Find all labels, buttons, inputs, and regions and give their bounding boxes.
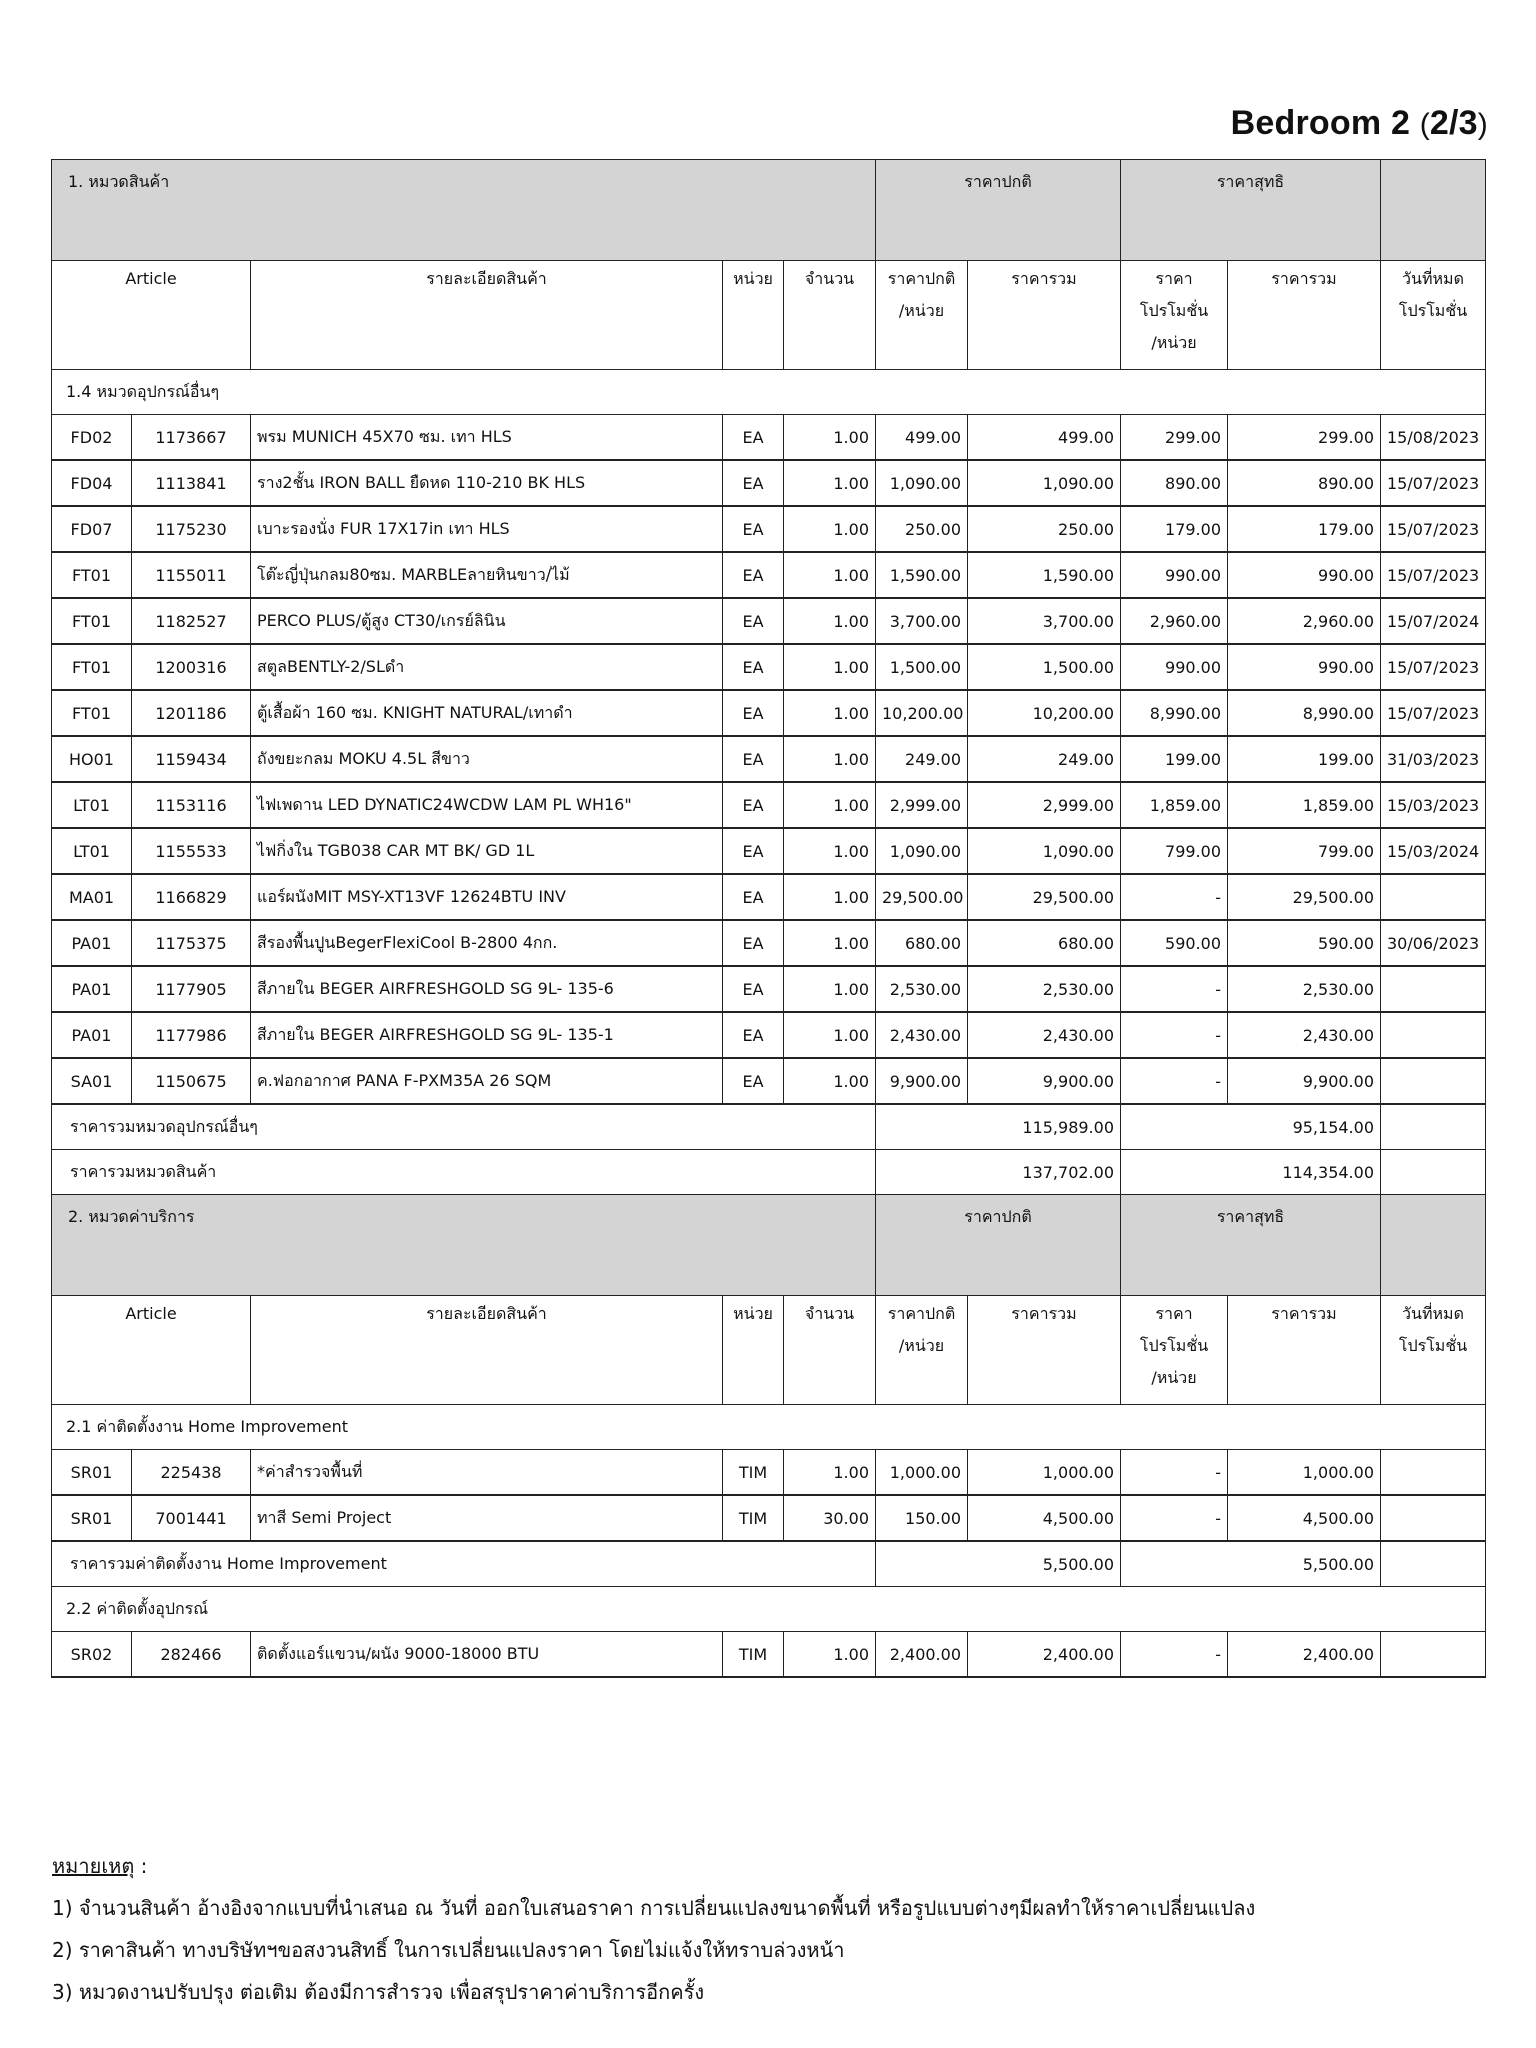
subtotal-row [52, 1104, 1486, 1150]
subsection-title: 2.1 ค่าติดตั้งงาน Home Improvement [52, 1405, 1486, 1450]
section-total-label: ราคารวมหมวดสินค้า [52, 1150, 876, 1195]
item-net-total: 29,500.00 [1228, 874, 1381, 920]
item-description: ตู้เสื้อผ้า 160 ซม. KNIGHT NATURAL/เทาดำ [251, 690, 723, 736]
item-promo-end [1381, 874, 1486, 920]
item-sku: 1177905 [132, 966, 251, 1012]
item-description: สีภายใน BEGER AIRFRESHGOLD SG 9L- 135-6 [251, 966, 723, 1012]
item-code: PA01 [52, 966, 132, 1012]
item-net-total: 1,859.00 [1228, 782, 1381, 828]
item-unit-price: 2,400.00 [876, 1632, 968, 1678]
item-total: 10,200.00 [968, 690, 1121, 736]
item-total: 29,500.00 [968, 874, 1121, 920]
subtotal-label: ราคารวมหมวดอุปกรณ์อื่นๆ [52, 1104, 876, 1150]
section-title: 1. หมวดสินค้า [52, 160, 876, 261]
item-promo-end: 15/07/2023 [1381, 460, 1486, 506]
subtotal-label: ราคารวมค่าติดตั้งงาน Home Improvement [52, 1541, 876, 1587]
section-header-row [52, 160, 1486, 261]
col-description: รายละเอียดสินค้า [251, 1296, 723, 1405]
item-code: FD07 [52, 506, 132, 552]
item-promo-price: 890.00 [1121, 460, 1228, 506]
item-sku: 1159434 [132, 736, 251, 782]
item-unit: EA [723, 460, 784, 506]
item-promo-end [1381, 1632, 1486, 1678]
item-net-total: 2,960.00 [1228, 598, 1381, 644]
item-total: 2,999.00 [968, 782, 1121, 828]
item-total: 1,090.00 [968, 460, 1121, 506]
item-promo-end: 15/07/2023 [1381, 644, 1486, 690]
item-promo-end: 15/07/2024 [1381, 598, 1486, 644]
item-description: *ค่าสำรวจพื้นที่ [251, 1450, 723, 1496]
item-net-total: 890.00 [1228, 460, 1381, 506]
section-total-empty [1381, 1150, 1486, 1195]
item-net-total: 4,500.00 [1228, 1495, 1381, 1541]
col-total: ราคารวม [968, 261, 1121, 370]
subsection-row [52, 1587, 1486, 1632]
item-total: 3,700.00 [968, 598, 1121, 644]
subtotal-net: 95,154.00 [1121, 1104, 1381, 1150]
col-unit: หน่วย [723, 1296, 784, 1405]
table-row [52, 598, 1486, 644]
col-article: Article [52, 261, 251, 370]
item-net-total: 179.00 [1228, 506, 1381, 552]
section-total-row [52, 1150, 1486, 1195]
item-total: 1,500.00 [968, 644, 1121, 690]
col-total: ราคารวม [968, 1296, 1121, 1405]
table-row [52, 1058, 1486, 1104]
item-total: 1,590.00 [968, 552, 1121, 598]
item-sku: 1177986 [132, 1012, 251, 1058]
notes-heading [52, 1845, 1255, 1887]
item-quantity: 1.00 [784, 1450, 876, 1496]
section-title: 2. หมวดค่าบริการ [52, 1195, 876, 1296]
item-unit-price: 2,999.00 [876, 782, 968, 828]
item-net-total: 1,000.00 [1228, 1450, 1381, 1496]
item-description: ทาสี Semi Project [251, 1495, 723, 1541]
item-unit: EA [723, 874, 784, 920]
item-code: FT01 [52, 690, 132, 736]
note-line: 1) จำนวนสินค้า อ้างอิงจากแบบที่นำเสนอ ณ วันที่ ออกใบเสนอราคา การเปลี่ยนแปลงขนาดพื้นที่ หรือรูปแบบต่างๆมีผลทำให้ราคาเปลี่ยนแปลง [52, 1896, 1256, 1920]
group-net-price: ราคาสุทธิ [1121, 160, 1381, 261]
item-code: FD04 [52, 460, 132, 506]
item-quantity: 1.00 [784, 506, 876, 552]
item-description: ค.ฟอกอากาศ PANA F-PXM35A 26 SQM [251, 1058, 723, 1104]
item-net-total: 2,530.00 [1228, 966, 1381, 1012]
item-promo-price: 990.00 [1121, 644, 1228, 690]
item-sku: 225438 [132, 1450, 251, 1496]
item-quantity: 1.00 [784, 736, 876, 782]
page-title [1231, 104, 1488, 143]
item-code: PA01 [52, 920, 132, 966]
header-line: โปรโมชั่น [1398, 1336, 1468, 1355]
item-sku: 1175230 [132, 506, 251, 552]
header-line: /หน่วย [898, 1336, 945, 1355]
column-header-row [52, 261, 1486, 370]
item-sku: 1155011 [132, 552, 251, 598]
item-promo-price: - [1121, 1495, 1228, 1541]
item-total: 2,430.00 [968, 1012, 1121, 1058]
item-quantity: 1.00 [784, 828, 876, 874]
item-unit-price: 250.00 [876, 506, 968, 552]
table-row [52, 460, 1486, 506]
item-description: สีภายใน BEGER AIRFRESHGOLD SG 9L- 135-1 [251, 1012, 723, 1058]
item-promo-price: - [1121, 966, 1228, 1012]
col-promo-end [1381, 1296, 1486, 1405]
item-unit-price: 29,500.00 [876, 874, 968, 920]
item-code: FD02 [52, 415, 132, 461]
item-description: เบาะรองนั่ง FUR 17X17in เทา HLS [251, 506, 723, 552]
item-net-total: 199.00 [1228, 736, 1381, 782]
subtotal-regular: 5,500.00 [876, 1541, 1121, 1587]
item-quantity: 1.00 [784, 966, 876, 1012]
item-promo-end: 15/07/2023 [1381, 690, 1486, 736]
item-quantity: 1.00 [784, 1632, 876, 1678]
col-unit: หน่วย [723, 261, 784, 370]
item-quantity: 1.00 [784, 1012, 876, 1058]
item-promo-price: 590.00 [1121, 920, 1228, 966]
item-promo-end: 15/07/2023 [1381, 552, 1486, 598]
subsection-row [52, 370, 1486, 415]
col-quantity: จำนวน [784, 1296, 876, 1405]
item-promo-price: 8,990.00 [1121, 690, 1228, 736]
item-unit: EA [723, 690, 784, 736]
column-header-row [52, 1296, 1486, 1405]
notes [52, 1845, 1255, 2013]
item-code: SR01 [52, 1450, 132, 1496]
table-row [52, 1012, 1486, 1058]
subtotal-empty [1381, 1541, 1486, 1587]
header-line: วันที่หมด [1402, 1304, 1464, 1323]
subtotal-net: 5,500.00 [1121, 1541, 1381, 1587]
item-net-total: 590.00 [1228, 920, 1381, 966]
section-total-net: 114,354.00 [1121, 1150, 1381, 1195]
item-promo-price: - [1121, 874, 1228, 920]
item-promo-price: - [1121, 1450, 1228, 1496]
col-promo-price [1121, 261, 1228, 370]
header-line: โปรโมชั่น [1139, 301, 1209, 320]
item-code: FT01 [52, 598, 132, 644]
item-net-total: 990.00 [1228, 644, 1381, 690]
item-sku: 1200316 [132, 644, 251, 690]
item-description: ราง2ชั้น IRON BALL ยืดหด 110-210 BK HLS [251, 460, 723, 506]
item-unit: EA [723, 506, 784, 552]
section-total-regular: 137,702.00 [876, 1150, 1121, 1195]
col-unit-price [876, 1296, 968, 1405]
header-line: วันที่หมด [1402, 269, 1464, 288]
item-promo-end: 15/03/2023 [1381, 782, 1486, 828]
item-quantity: 1.00 [784, 460, 876, 506]
item-promo-price: 2,960.00 [1121, 598, 1228, 644]
item-code: SR02 [52, 1632, 132, 1678]
item-net-total: 799.00 [1228, 828, 1381, 874]
item-unit: EA [723, 736, 784, 782]
item-sku: 1150675 [132, 1058, 251, 1104]
item-unit-price: 10,200.00 [876, 690, 968, 736]
item-total: 1,090.00 [968, 828, 1121, 874]
item-promo-price: 1,859.00 [1121, 782, 1228, 828]
col-promo-price [1121, 1296, 1228, 1405]
item-unit: EA [723, 920, 784, 966]
item-unit-price: 1,090.00 [876, 460, 968, 506]
header-line: ราคาปกติ [887, 1304, 956, 1323]
table-row [52, 690, 1486, 736]
item-sku: 7001441 [132, 1495, 251, 1541]
item-quantity: 1.00 [784, 644, 876, 690]
item-description: แอร์ผนังMIT MSY-XT13VF 12624BTU INV [251, 874, 723, 920]
item-unit-price: 1,000.00 [876, 1450, 968, 1496]
subtotal-empty [1381, 1104, 1486, 1150]
item-quantity: 1.00 [784, 598, 876, 644]
item-unit: TIM [723, 1450, 784, 1496]
table-row [52, 966, 1486, 1012]
item-quantity: 1.00 [784, 415, 876, 461]
table-row [52, 782, 1486, 828]
item-promo-price: - [1121, 1012, 1228, 1058]
item-unit: EA [723, 1012, 784, 1058]
item-quantity: 1.00 [784, 874, 876, 920]
item-description: PERCO PLUS/ตู้สูง CT30/เกรย์ลินิน [251, 598, 723, 644]
item-description: โต๊ะญี่ปุ่นกลม80ซม. MARBLEลายหินขาว/ไม้ [251, 552, 723, 598]
header-line: /หน่วย [1151, 1368, 1197, 1387]
item-description: ไฟกิ่งใน TGB038 CAR MT BK/ GD 1L [251, 828, 723, 874]
item-promo-end [1381, 1012, 1486, 1058]
item-promo-price: 199.00 [1121, 736, 1228, 782]
col-description: รายละเอียดสินค้า [251, 261, 723, 370]
header-line: โปรโมชั่น [1139, 1336, 1209, 1355]
item-promo-price: 799.00 [1121, 828, 1228, 874]
item-unit-price: 150.00 [876, 1495, 968, 1541]
group-net-price: ราคาสุทธิ [1121, 1195, 1381, 1296]
notes-colon: : [134, 1854, 148, 1878]
item-sku: 1175375 [132, 920, 251, 966]
item-net-total: 2,400.00 [1228, 1632, 1381, 1678]
item-unit-price: 9,900.00 [876, 1058, 968, 1104]
col-quantity: จำนวน [784, 261, 876, 370]
notes-title: หมายเหตุ [52, 1854, 135, 1878]
item-promo-end: 31/03/2023 [1381, 736, 1486, 782]
item-total: 2,400.00 [968, 1632, 1121, 1678]
item-total: 680.00 [968, 920, 1121, 966]
item-promo-end [1381, 966, 1486, 1012]
item-total: 2,530.00 [968, 966, 1121, 1012]
note-line: 2) ราคาสินค้า ทางบริษัทฯขอสงวนสิทธิ์ ในการเปลี่ยนแปลงราคา โดยไม่แจ้งให้ทราบล่วงหน้า [52, 1938, 845, 1962]
item-promo-end [1381, 1450, 1486, 1496]
item-code: LT01 [52, 782, 132, 828]
item-net-total: 299.00 [1228, 415, 1381, 461]
group-empty [1381, 1195, 1486, 1296]
col-unit-price [876, 261, 968, 370]
item-code: PA01 [52, 1012, 132, 1058]
item-code: SA01 [52, 1058, 132, 1104]
page-title-paren-close: ) [1477, 108, 1488, 141]
item-code: HO01 [52, 736, 132, 782]
subsection-title: 1.4 หมวดอุปกรณ์อื่นๆ [52, 370, 1486, 415]
table-row [52, 415, 1486, 461]
note-line: 3) หมวดงานปรับปรุง ต่อเติม ต้องมีการสำรวจ เพื่อสรุปราคาค่าบริการอีกครั้ง [52, 1980, 705, 2004]
item-unit-price: 1,590.00 [876, 552, 968, 598]
item-description: ไฟเพดาน LED DYNATIC24WCDW LAM PL WH16" [251, 782, 723, 828]
item-code: FT01 [52, 644, 132, 690]
table-row [52, 1632, 1486, 1678]
item-promo-price: 990.00 [1121, 552, 1228, 598]
item-unit: EA [723, 598, 784, 644]
subtotal-row [52, 1541, 1486, 1587]
table-row [52, 1495, 1486, 1541]
item-promo-price: 179.00 [1121, 506, 1228, 552]
item-promo-price: - [1121, 1632, 1228, 1678]
item-total: 4,500.00 [968, 1495, 1121, 1541]
item-sku: 1173667 [132, 415, 251, 461]
item-description: ถังขยะกลม MOKU 4.5L สีขาว [251, 736, 723, 782]
item-promo-end: 15/07/2023 [1381, 506, 1486, 552]
item-net-total: 2,430.00 [1228, 1012, 1381, 1058]
item-promo-end: 30/06/2023 [1381, 920, 1486, 966]
item-unit: EA [723, 415, 784, 461]
subtotal-regular: 115,989.00 [876, 1104, 1121, 1150]
col-net-total: ราคารวม [1228, 1296, 1381, 1405]
table-row [52, 644, 1486, 690]
col-promo-end [1381, 261, 1486, 370]
page-title-paren-open: ( [1419, 108, 1430, 141]
item-unit: EA [723, 552, 784, 598]
item-code: FT01 [52, 552, 132, 598]
item-description: ติดตั้งแอร์แขวน/ผนัง 9000-18000 BTU [251, 1632, 723, 1678]
item-unit-price: 2,430.00 [876, 1012, 968, 1058]
item-total: 250.00 [968, 506, 1121, 552]
item-unit: TIM [723, 1632, 784, 1678]
item-promo-price: 299.00 [1121, 415, 1228, 461]
item-unit-price: 1,090.00 [876, 828, 968, 874]
item-promo-end: 15/08/2023 [1381, 415, 1486, 461]
group-empty [1381, 160, 1486, 261]
header-line: ราคา [1155, 269, 1193, 288]
item-code: SR01 [52, 1495, 132, 1541]
item-sku: 1201186 [132, 690, 251, 736]
table-row [52, 828, 1486, 874]
item-description: สีรองพื้นปูนBegerFlexiCool B-2800 4กก. [251, 920, 723, 966]
item-unit: EA [723, 782, 784, 828]
table-row [52, 506, 1486, 552]
subsection-row [52, 1405, 1486, 1450]
header-line: ราคา [1155, 1304, 1193, 1323]
item-sku: 282466 [132, 1632, 251, 1678]
group-regular-price: ราคาปกติ [876, 1195, 1121, 1296]
item-total: 1,000.00 [968, 1450, 1121, 1496]
table-row [52, 874, 1486, 920]
item-unit-price: 499.00 [876, 415, 968, 461]
item-net-total: 9,900.00 [1228, 1058, 1381, 1104]
item-unit: EA [723, 966, 784, 1012]
header-line: /หน่วย [1151, 333, 1197, 352]
item-total: 499.00 [968, 415, 1121, 461]
table-row [52, 736, 1486, 782]
item-quantity: 1.00 [784, 1058, 876, 1104]
header-line: /หน่วย [898, 301, 945, 320]
item-sku: 1113841 [132, 460, 251, 506]
quotation-table [51, 159, 1486, 1678]
item-net-total: 990.00 [1228, 552, 1381, 598]
item-quantity: 1.00 [784, 690, 876, 736]
item-total: 249.00 [968, 736, 1121, 782]
page-title-main: Bedroom 2 [1230, 104, 1411, 142]
header-line: ราคาปกติ [887, 269, 956, 288]
table-row [52, 920, 1486, 966]
item-unit: EA [723, 828, 784, 874]
item-unit-price: 2,530.00 [876, 966, 968, 1012]
group-regular-price: ราคาปกติ [876, 160, 1121, 261]
item-sku: 1153116 [132, 782, 251, 828]
item-promo-end [1381, 1058, 1486, 1104]
item-unit-price: 3,700.00 [876, 598, 968, 644]
col-net-total: ราคารวม [1228, 261, 1381, 370]
table-row [52, 1450, 1486, 1496]
item-unit-price: 680.00 [876, 920, 968, 966]
item-unit-price: 249.00 [876, 736, 968, 782]
item-promo-price: - [1121, 1058, 1228, 1104]
item-sku: 1166829 [132, 874, 251, 920]
item-promo-end [1381, 1495, 1486, 1541]
item-unit: EA [723, 1058, 784, 1104]
item-total: 9,900.00 [968, 1058, 1121, 1104]
section-header-row [52, 1195, 1486, 1296]
item-sku: 1182527 [132, 598, 251, 644]
item-sku: 1155533 [132, 828, 251, 874]
item-code: LT01 [52, 828, 132, 874]
col-article: Article [52, 1296, 251, 1405]
header-line: โปรโมชั่น [1398, 301, 1468, 320]
item-description: สตูลBENTLY-2/SLดำ [251, 644, 723, 690]
item-unit: TIM [723, 1495, 784, 1541]
item-description: พรม MUNICH 45X70 ซม. เทา HLS [251, 415, 723, 461]
item-quantity: 1.00 [784, 920, 876, 966]
table-row [52, 552, 1486, 598]
item-quantity: 1.00 [784, 782, 876, 828]
item-unit: EA [723, 644, 784, 690]
item-code: MA01 [52, 874, 132, 920]
subsection-title: 2.2 ค่าติดตั้งอุปกรณ์ [52, 1587, 1486, 1632]
item-net-total: 8,990.00 [1228, 690, 1381, 736]
item-promo-end: 15/03/2024 [1381, 828, 1486, 874]
page-title-part: 2/3 [1429, 104, 1478, 142]
item-quantity: 30.00 [784, 1495, 876, 1541]
item-unit-price: 1,500.00 [876, 644, 968, 690]
item-quantity: 1.00 [784, 552, 876, 598]
